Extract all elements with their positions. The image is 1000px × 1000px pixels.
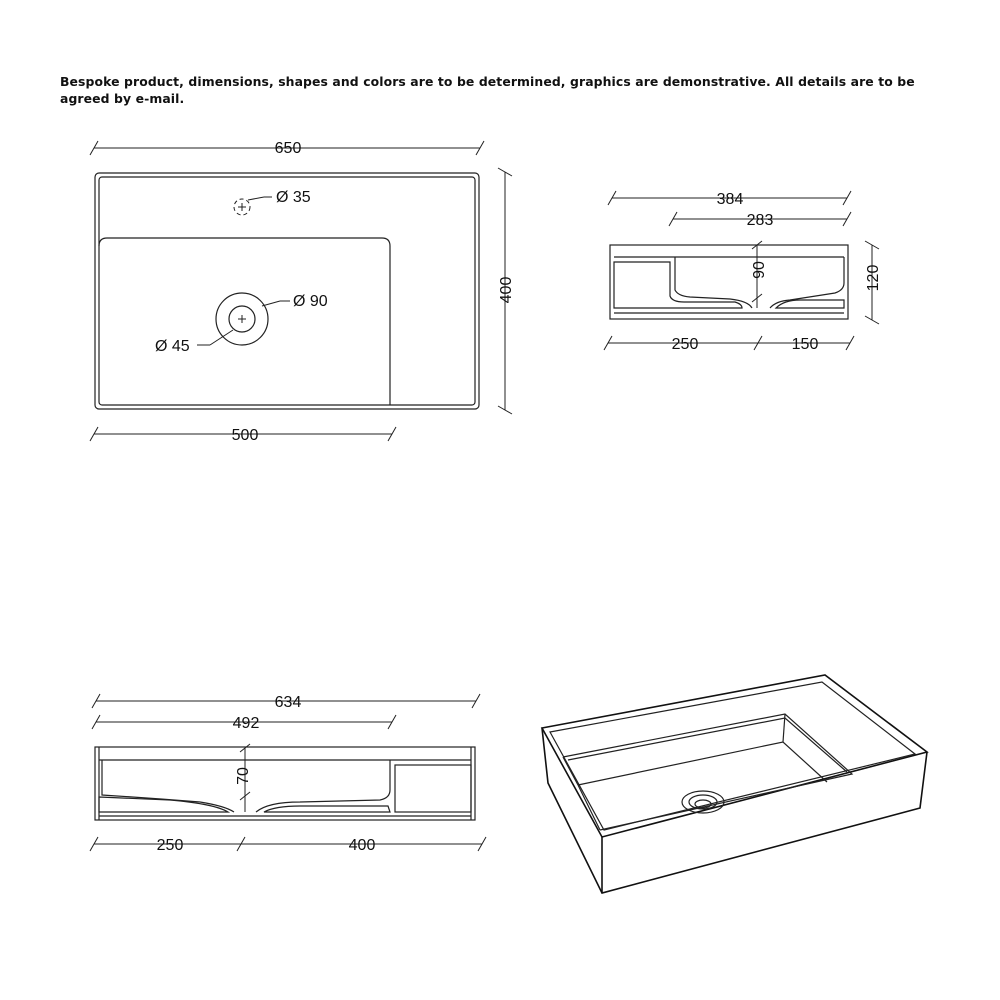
side-view [604, 191, 882, 353]
front-dimension-inner [92, 715, 396, 732]
front-outer-outline [95, 747, 475, 820]
drain-outer-label: Ø 90 [293, 293, 328, 310]
basin-outer-outline [95, 173, 479, 409]
front-right-part-label: 400 [348, 837, 376, 854]
side-basin-profile [614, 262, 742, 308]
dimension-depth [498, 168, 515, 414]
side-dimension-inner [669, 212, 851, 229]
side-left-part-label: 250 [671, 336, 699, 353]
dimension-width-label: 650 [274, 140, 302, 157]
side-basin-depth-label: 90 [751, 261, 768, 279]
tap-hole-label: Ø 35 [276, 189, 311, 206]
drain-inner-label: Ø 45 [155, 338, 190, 355]
side-dimension-basin-depth [751, 241, 768, 308]
side-height-label: 120 [865, 264, 882, 292]
side-dimension-overall [608, 191, 851, 208]
side-dimension-height [865, 241, 882, 324]
top-view [90, 140, 515, 444]
drain [155, 293, 328, 355]
dimension-depth-label: 400 [498, 276, 515, 304]
front-overall-label: 634 [274, 694, 302, 711]
iso-outer-top [542, 675, 927, 837]
front-dimension-parts [90, 837, 486, 854]
side-dimension-parts [604, 336, 854, 353]
dimension-basin-width-label: 500 [231, 427, 259, 444]
basin-inner-outline [99, 177, 475, 405]
front-view [90, 694, 486, 854]
dimension-basin-width [90, 427, 396, 444]
side-right-part-label: 150 [791, 336, 819, 353]
isometric-view [542, 675, 927, 893]
side-overall-label: 384 [716, 191, 744, 208]
front-basin-depth-label: 70 [235, 767, 252, 785]
front-dimension-basin-depth [235, 744, 252, 812]
basin-bowl-outline [99, 238, 390, 405]
front-inner-label: 492 [232, 715, 260, 732]
front-dimension-overall [92, 694, 480, 711]
side-inner-label: 283 [746, 212, 774, 229]
front-left-part-label: 250 [156, 837, 184, 854]
tap-hole [234, 189, 311, 215]
disclaimer-note: Bespoke product, dimensions, shapes and colors are to be determined, graphics are demonstrative. All details are to be agreed by e-mail. [60, 74, 915, 106]
dimension-width [90, 140, 484, 157]
front-shelf [395, 765, 471, 812]
